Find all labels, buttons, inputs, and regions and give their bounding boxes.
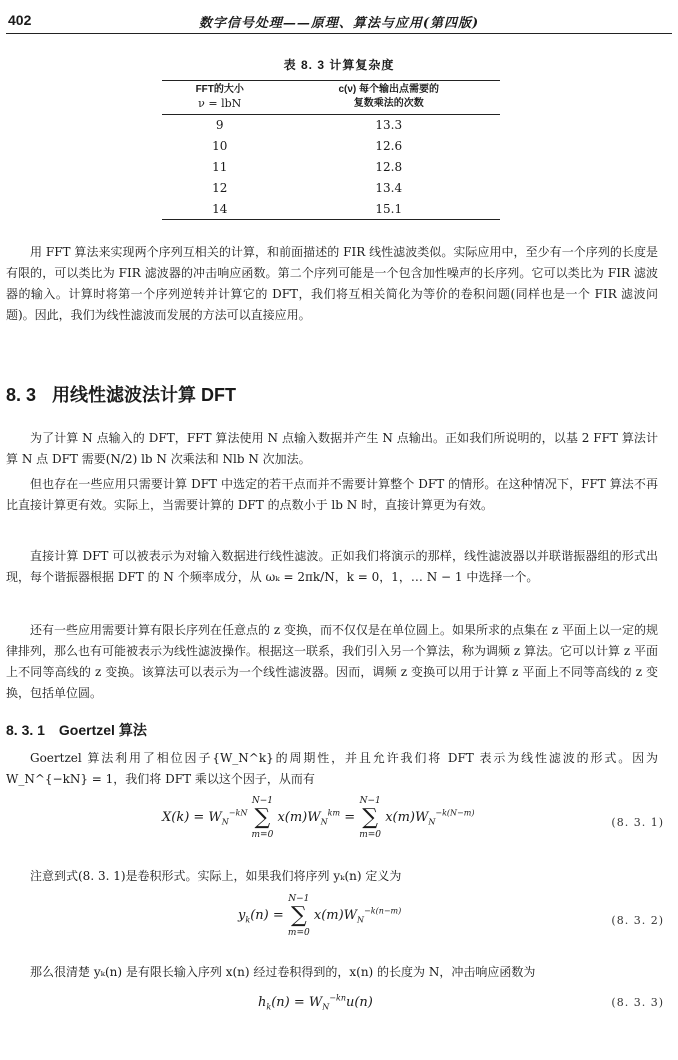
cell-mults: 13.4 (375, 181, 403, 195)
sum-symbol: N−1 ∑ m=0 (287, 894, 310, 938)
sum-symbol: N−1 ∑ m=0 (251, 796, 274, 840)
subsection-number: 8. 3. 1 (6, 722, 45, 738)
column-header-fft-size-line2: ν = lbN (198, 97, 242, 110)
equation-number: (8. 3. 1) (611, 816, 664, 829)
column-header-mults (277, 81, 500, 115)
cell-mults: 12.6 (375, 139, 403, 153)
sum-symbol: N−1 ∑ m=0 (359, 796, 382, 840)
equation-8-3-3 (0, 990, 678, 1020)
cell-mults: 13.3 (375, 118, 403, 133)
section-number: 8. 3 (6, 385, 37, 405)
paragraph-resonators: 直接计算 DFT 可以被表示为对输入数据进行线性滤波。正如我们将演示的那样，线性滤波器以并联谐振器组的形式出现，每个谐振器根据 DFT 的 N 个频率成分，从 ωₖ = 2πk/N，k = 0，1，… N − 1 中选择一个。 (6, 549, 658, 584)
cell-mults: 12.8 (375, 160, 403, 174)
cell-size: 14 (162, 199, 277, 220)
cell-size: 10 (212, 139, 228, 153)
section-title: 用线性滤波法计算 DFT (52, 385, 237, 405)
subsection-heading (6, 720, 147, 740)
subsection-title: Goertzel 算法 (58, 722, 147, 738)
equation-8-3-1 (0, 794, 678, 850)
paragraph-goertzel-intro: Goertzel 算法利用了相位因子{W_N^k}的周期性，并且允许我们将 DFT 表示为线性滤波的形式。因为 W_N^{−kN} = 1，我们将 DFT 乘以这个因子，从而有 (6, 751, 658, 786)
column-header-fft-size (162, 81, 277, 115)
cell-size: 9 (215, 118, 224, 133)
column-header-fft-size-line1: FFT的大小 (195, 84, 244, 95)
equation-number: (8. 3. 2) (611, 914, 664, 927)
column-header-mults-line2: 复数乘法的次数 (353, 98, 424, 109)
cell-size: 11 (212, 160, 228, 174)
column-header-mults-line1: c(ν) 每个输出点需要的 (338, 84, 439, 95)
table-row (162, 199, 500, 220)
paragraph-selected-points: 但也存在一些应用只需要计算 DFT 中选定的若干点而并不需要计算整个 DFT 的情形。在这种情况下，FFT 算法不再比直接计算更有效。实际上，当需要计算的 DFT 的点数小于 lb N 时，直接计算更为有效。 (6, 477, 658, 512)
equation-8-3-3-body: $h_k(n) = W_N^{-kn}u(n)$ (258, 994, 373, 1012)
paragraph-fft-cost: 为了计算 N 点输入的 DFT，FFT 算法使用 N 点输入数据并产生 N 点输出。正如我们所说明的，以基 2 FFT 算法计算 N 点 DFT 需要(N/2) lb N 次乘法和 Nlb N 次加法。 (6, 431, 658, 466)
equation-8-3-2-body: $y_k(n)$ = N−1 ∑ m=0 $x(m)W_N^{-k(n-m)}$ (238, 894, 402, 938)
table-header-row (162, 81, 500, 115)
complexity-table (162, 80, 500, 220)
table-row (162, 178, 500, 199)
paragraph-convolution-note: 注意到式(8. 3. 1)是卷积形式。实际上，如果我们将序列 yₖ(n) 定义为 (30, 869, 402, 883)
running-title: 数字信号处理——原理、算法与应用(第四版) (198, 16, 480, 31)
table-caption: 表 8. 3 计算复杂度 (283, 58, 395, 72)
table-row (162, 115, 500, 136)
paragraph-chirp-z: 还有一些应用需要计算有限长序列在任意点的 z 变换，而不仅仅是在单位圆上。如果所求的点集在 z 平面上以一定的规律排列，那么也有可能被表示为线性滤波操作。根据这一联系，我们引入另一个算法，称为调频 z 算法。它可以计算 z 平面上不同等高线的 z 变换。该算法可以表示为一个线性滤波器。因而，调频 z 变换可以用于计算 z 平面上不同等高线的 z 变换，包括单位圆。 (6, 623, 658, 700)
equation-8-3-1-body: $X(k) = W_N^{-kN}$ N−1 ∑ m=0 $x(m)W_N^{km}$ = N−1 ∑ m=0 $x(m)W_N^{-k(N-m)}$ (162, 796, 475, 840)
cell-mults: 15.1 (277, 199, 500, 220)
paragraph-cross-correlation: 用 FFT 算法来实现两个序列互相关的计算，和前面描述的 FIR 线性滤波类似。实际应用中，至少有一个序列的长度是有限的，可以类比为 FIR 滤波器的冲击响应函数。第二个序列可能是一个包含加性噪声的长序列。它可以类比为 FIR 滤波器的输入。计算时将第一个序列逆转并计算它的 DFT，我们将互相关简化为等价的卷积问题(同样也是一个 FIR 滤波问题)。因此，我们为线性滤波而发展的方法可以直接应用。 (6, 245, 658, 322)
header-rule (6, 33, 672, 34)
table-row (162, 157, 500, 178)
equation-number: (8. 3. 3) (611, 996, 664, 1009)
page-header (6, 10, 672, 34)
cell-size: 12 (212, 181, 228, 195)
table-row (162, 136, 500, 157)
paragraph-impulse-response: 那么很清楚 yₖ(n) 是有限长输入序列 x(n) 经过卷积得到的，x(n) 的长度为 N，冲击响应函数为 (30, 965, 536, 979)
section-heading (6, 381, 236, 407)
page-number: 402 (8, 12, 32, 28)
equation-8-3-2 (0, 892, 678, 950)
